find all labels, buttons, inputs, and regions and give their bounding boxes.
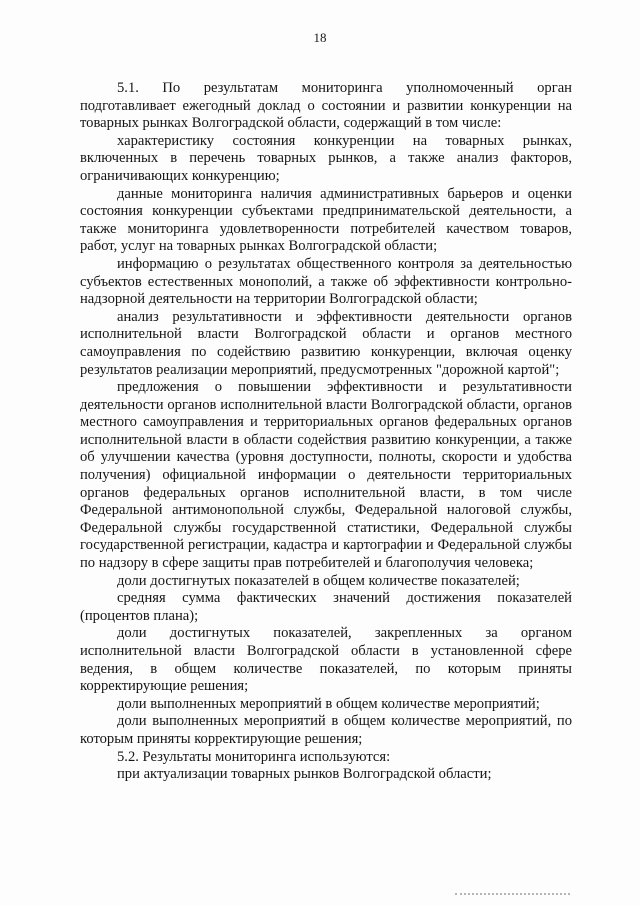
scan-artifact-line (455, 893, 570, 897)
paragraph-5-2-heading: 5.2. Результаты мониторинга используются: (117, 748, 391, 765)
list-item-public-control-info: информацию о результатах общественного контроля за деятельностью субъектов естественных монополий, а также об эффективности контрольно-надзорной деятельности на территории Волгоградской области; (80, 255, 572, 308)
list-item-effectiveness-analysis: анализ результативности и эффективности деятельности органов исполнительной власти Волгоградской области и органов местного самоуправления по содействию развитию конкуренции, включая оценку результатов реализации мероприятий, предусмотренных "дорожной картой"; (80, 308, 572, 378)
list-item-achieved-indicators-share: доли достигнутых показателей в общем количестве показателей; (117, 572, 520, 589)
list-item-completed-measures-share: доли выполненных мероприятий в общем количестве мероприятий; (117, 695, 540, 712)
list-item-corrected-measures-share: доли выполненных мероприятий в общем количестве мероприятий, по которым приняты корректирующие решения; (80, 713, 572, 747)
list-item-average-achievement: средняя сумма фактических значений достижения показателей (процентов плана); (80, 590, 572, 624)
list-item-assigned-indicators-share: доли достигнутых показателей, закрепленных за органом исполнительной власти Волгоградской области в установленной сфере ведения, в общем количестве показателей, по которым приняты корректирующие решения; (80, 625, 572, 695)
list-item-improvement-proposals: предложения о повышении эффективности и результативности деятельности органов исполнительной власти Волгоградской области, органов местного самоуправления и территориальных органов федеральных органов исполнительной власти в области содействия развитию конкуренции, а также об улучшении качества (уровня доступности, полноты, скорости и удобства получения) официальной информации о деятельности территориальных органов федеральных органов исполнительной власти, в том числе Федеральной антимонопольной службы, Федеральной налоговой службы, Федеральной службы государственной статистики, Федеральной службы государственной регистрации, кадастра и картографии и Федеральной службы по надзору в сфере защиты прав потребителей и благополучия человека; (80, 379, 572, 572)
paragraph-5-1-intro: 5.1. По результатам мониторинга уполномоченный орган подготавливает ежегодный доклад о состоянии и развитии конкуренции на товарных рынках Волгоградской области, содержащий в том числе: (80, 80, 572, 132)
list-item-competition-characteristics: характеристику состояния конкуренции на товарных рынках, включенных в перечень товарных рынков, а также анализ факторов, ограничивающих конкуренцию; (80, 132, 572, 184)
list-item-market-update: при актуализации товарных рынков Волгоградской области; (117, 766, 492, 783)
list-item-monitoring-data: данные мониторинга наличия административных барьеров и оценки состояния конкуренции субъектами предпринимательской деятельности, а также мониторинга удовлетворенности потребителей качеством товаров, работ, услуг на товарных рынках Волгоградской области; (80, 185, 572, 255)
page-number: 18 (313, 30, 327, 45)
document-body (80, 80, 572, 784)
